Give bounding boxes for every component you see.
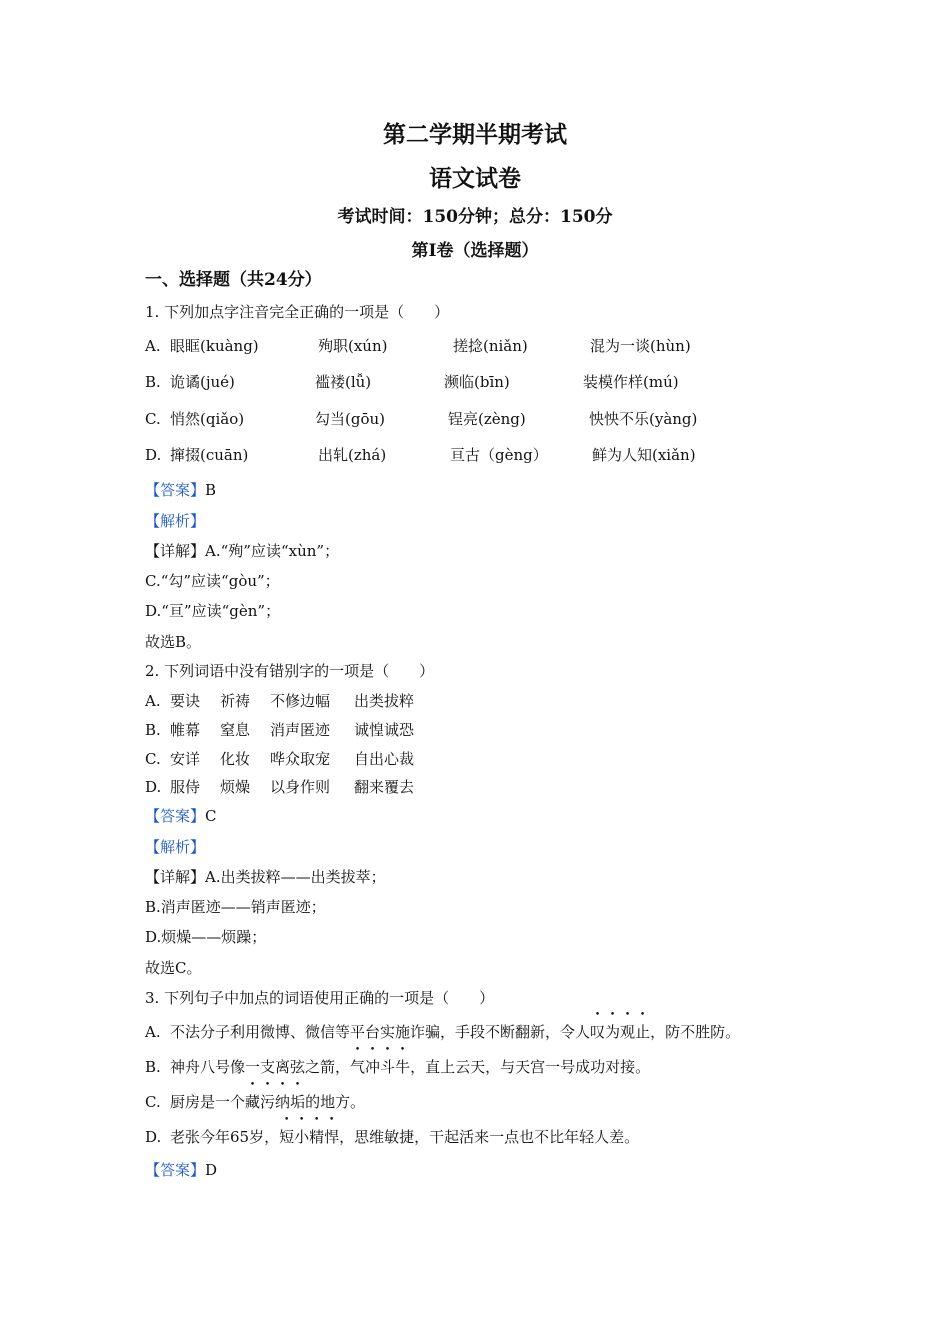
option-label: D. (145, 1128, 162, 1146)
sentence-text: ，思维敏捷，干起活来一点也不比年轻人差。 (339, 1128, 640, 1146)
dotted-idiom (245, 1093, 305, 1111)
q1-detail-line: C.“勾”应读“gòu”； (145, 572, 280, 590)
option-label: B. (145, 721, 161, 739)
q2-answer (145, 806, 217, 826)
answer-value: B (205, 481, 217, 499)
q2-option-d (145, 777, 414, 797)
word: 安详 (170, 750, 201, 768)
q1-a-item: 搓捻(niǎn) (453, 337, 528, 355)
q1-a-item: 混为一谈(hùn) (590, 337, 691, 355)
sentence-text: 的地方。 (305, 1093, 366, 1111)
option-label: B. (145, 1058, 161, 1076)
q1-detail-line (145, 541, 339, 561)
q1-b-item: 诡谲(jué) (170, 373, 235, 391)
sentence-text: 不法分子利用微博、微信等平台实施诈骗，手段不断翻新，令人 (170, 1023, 591, 1041)
dotted-char: 斗 (380, 1058, 396, 1076)
sentence-text: ，防不胜防。 (650, 1023, 741, 1041)
dotted-char: 悍 (324, 1128, 340, 1146)
q2-option-a (145, 691, 414, 711)
q1-option-c-label: C. (145, 410, 161, 428)
option-label: D. (145, 778, 162, 796)
exam-title: 第二学期半期考试 (383, 121, 567, 148)
dotted-char: 冲 (365, 1058, 381, 1076)
q1-d-item: 撺掇(cuān) (170, 446, 249, 464)
dotted-char: 污 (260, 1093, 276, 1111)
answer-tag: 【答案】 (145, 1161, 206, 1179)
dotted-idiom (350, 1058, 410, 1076)
q1-b-item: 装模作样(mú) (583, 373, 679, 391)
q1-option-b-label: B. (145, 373, 161, 391)
word: 化妆 (220, 750, 251, 768)
detail-tag: 【详解】 (145, 868, 206, 886)
q3-stem: 3. 下列句子中加点的词语使用正确的一项是（ ） (145, 989, 495, 1007)
volume-title: 第Ⅰ卷（选择题） (411, 241, 539, 261)
q1-c-item: 怏怏不乐(yàng) (589, 410, 698, 428)
q1-option-d-label: D. (145, 446, 162, 464)
sentence-text: ，直上云天，与天宫一号成功对接。 (410, 1058, 651, 1076)
q1-analysis-tag: 【解析】 (145, 512, 206, 530)
dotted-idiom (279, 1128, 339, 1146)
q3-option-c (145, 1092, 365, 1112)
word: 哗众取宠 (270, 750, 331, 768)
q1-b-item: 褴褛(lǚ) (315, 373, 372, 391)
q1-c-item: 勾当(gōu) (315, 410, 385, 428)
dotted-char: 叹 (590, 1023, 606, 1041)
detail-text: A.“殉”应读“xùn”； (205, 542, 340, 560)
word: 不修边幅 (270, 692, 331, 710)
dotted-char: 短 (279, 1128, 295, 1146)
q3-option-d (145, 1127, 639, 1147)
q3-option-a (145, 1022, 740, 1042)
q1-c-item: 锃亮(zèng) (448, 410, 526, 428)
q2-detail-line: D.烦燥——烦躁； (145, 928, 267, 946)
q1-detail-line: 故选B。 (145, 633, 202, 651)
option-label: A. (145, 1023, 161, 1041)
dotted-idiom (590, 1023, 650, 1041)
word: 出类拔粹 (354, 692, 415, 710)
dotted-char: 藏 (245, 1093, 261, 1111)
word: 诚惶诚恐 (354, 721, 415, 739)
q3-option-b (145, 1057, 650, 1077)
word: 窒息 (220, 721, 251, 739)
exam-info: 考试时间：150分钟；总分：150分 (337, 207, 613, 227)
q1-c-item: 悄然(qiǎo) (170, 410, 245, 428)
q2-option-b (145, 720, 414, 740)
q1-stem: 1. 下列加点字注音完全正确的一项是（ ） (145, 303, 450, 321)
subject-title: 语文试卷 (429, 165, 521, 192)
word: 自出心裁 (354, 750, 415, 768)
dotted-char: 止 (635, 1023, 651, 1041)
q1-a-item: 殉职(xún) (318, 337, 388, 355)
q1-d-item: 鲜为人知(xiǎn) (592, 446, 696, 464)
sentence-text: 厨房是一个 (170, 1093, 246, 1111)
dotted-char: 纳 (275, 1093, 291, 1111)
detail-text: A.出类拔粹——出类拔萃； (205, 868, 386, 886)
q1-option-a-label: A. (145, 337, 161, 355)
q1-answer (145, 480, 216, 500)
dotted-char: 观 (620, 1023, 636, 1041)
q1-d-item: 亘古（gèng） (450, 446, 548, 464)
q1-d-item: 出轧(zhá) (318, 446, 387, 464)
word: 服侍 (170, 778, 201, 796)
option-label: C. (145, 750, 161, 768)
word: 祈祷 (220, 692, 251, 710)
answer-tag: 【答案】 (145, 807, 206, 825)
word: 帷幕 (170, 721, 201, 739)
q2-option-c (145, 749, 414, 769)
q2-detail-line (145, 867, 386, 887)
q3-answer (145, 1160, 217, 1180)
option-label: C. (145, 1093, 161, 1111)
dotted-char: 垢 (290, 1093, 306, 1111)
detail-tag: 【详解】 (145, 542, 206, 560)
answer-value: C (205, 807, 217, 825)
sentence-text: 神舟八号像一支离弦之箭， (170, 1058, 351, 1076)
word: 烦燥 (220, 778, 251, 796)
answer-tag: 【答案】 (145, 481, 206, 499)
word: 要诀 (170, 692, 201, 710)
q1-detail-line: D.“亘”应读“gèn”； (145, 602, 281, 620)
word: 消声匿迹 (270, 721, 331, 739)
q2-stem: 2. 下列词语中没有错别字的一项是（ ） (145, 662, 435, 680)
dotted-char: 气 (350, 1058, 366, 1076)
q1-a-item: 眼眶(kuàng) (170, 337, 259, 355)
dotted-char: 为 (605, 1023, 621, 1041)
q2-detail-line: B.消声匿迹——销声匿迹； (145, 898, 326, 916)
dotted-char: 牛 (395, 1058, 411, 1076)
word: 以身作则 (270, 778, 331, 796)
option-label: A. (145, 692, 161, 710)
dotted-char: 精 (309, 1128, 325, 1146)
q2-analysis-tag: 【解析】 (145, 838, 206, 856)
sentence-text: 老张今年65岁， (170, 1128, 280, 1146)
section-title: 一、选择题（共24分） (145, 270, 322, 290)
q1-b-item: 濒临(bīn) (444, 373, 510, 391)
dotted-char: 小 (294, 1128, 310, 1146)
word: 翻来覆去 (354, 778, 415, 796)
q2-detail-line: 故选C。 (145, 959, 202, 977)
answer-value: D (205, 1161, 218, 1179)
